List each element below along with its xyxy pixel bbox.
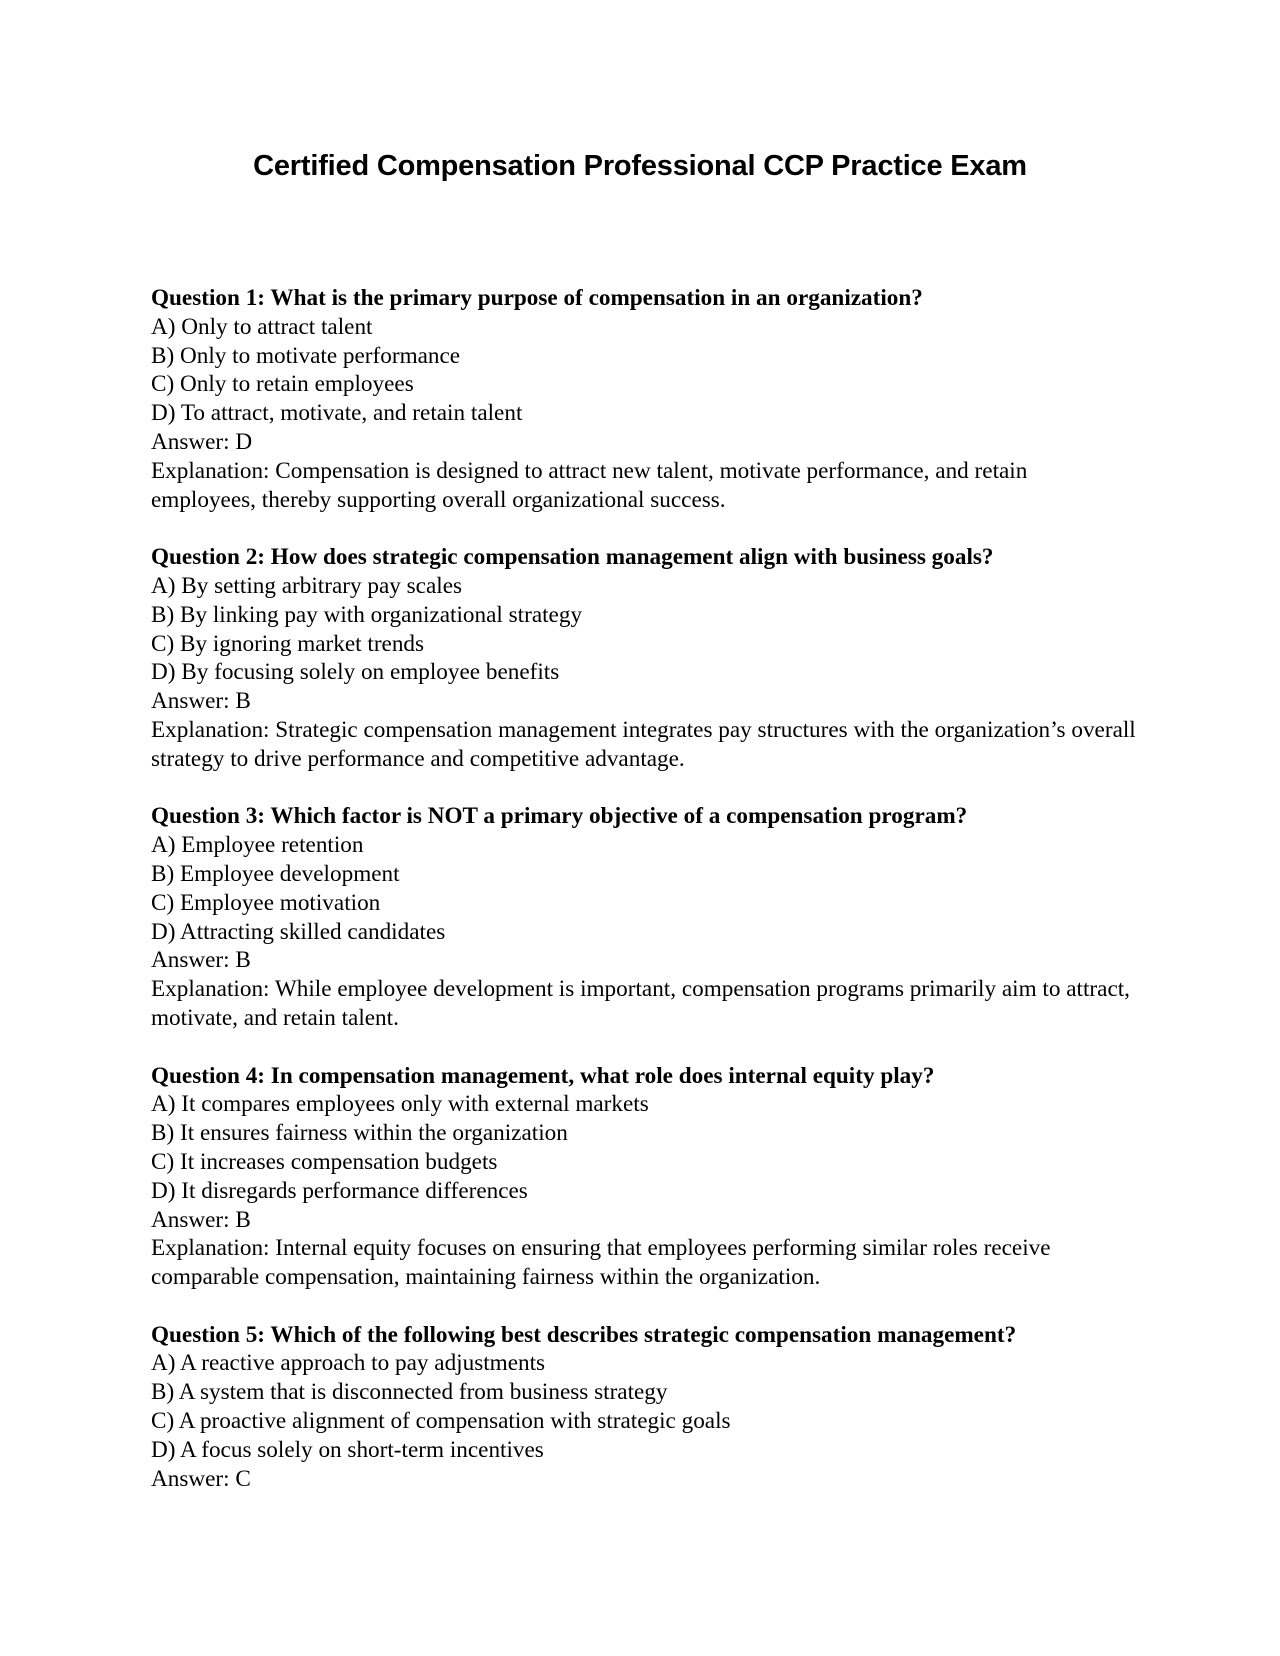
option-c: C) By ignoring market trends — [151, 630, 425, 657]
option-a: A) It compares employees only with external markets — [151, 1091, 649, 1118]
option-a: A) By setting arbitrary pay scales — [151, 572, 463, 599]
explanation: Explanation: While employee development is important, compensation programs primarily aim to attract, motivate, and retain talent. — [151, 976, 1130, 1031]
option-d: D) A focus solely on short-term incentives — [151, 1436, 544, 1463]
explanation: Explanation: Compensation is designed to attract new talent, motivate performance, and retain employees, thereby supporting overall organizational success. — [151, 457, 1028, 513]
question-2 — [151, 543, 1136, 773]
option-d: D) Attracting skilled candidates — [151, 918, 446, 945]
option-d: D) To attract, motivate, and retain talent — [151, 400, 523, 427]
question-3 — [151, 802, 1136, 1032]
option-d: D) By focusing solely on employee benefits — [151, 659, 560, 686]
option-b: B) By linking pay with organizational strategy — [151, 601, 583, 628]
option-c: C) Only to retain employees — [151, 371, 414, 398]
question-heading: Question 5: Which of the following best describes strategic compensation management? — [151, 1321, 1017, 1348]
page-title: Certified Compensation Professional CCP Practice Exam — [253, 150, 1027, 182]
option-a: A) A reactive approach to pay adjustments — [151, 1350, 546, 1377]
option-b: B) It ensures fairness within the organization — [151, 1120, 568, 1147]
question-heading: Question 2: How does strategic compensation management align with business goals? — [151, 544, 994, 571]
answer: Answer: C — [151, 1465, 251, 1492]
explanation: Explanation: Strategic compensation management integrates pay structures with the organization’s overall strategy to drive performance and competitive advantage. — [151, 716, 1136, 772]
option-b: B) Only to motivate performance — [151, 342, 461, 369]
option-a: A) Only to attract talent — [151, 313, 373, 340]
question-1 — [151, 284, 1136, 514]
option-c: C) Employee motivation — [151, 889, 381, 916]
question-heading: Question 3: Which factor is NOT a primary objective of a compensation program? — [151, 803, 968, 830]
question-list — [151, 284, 1136, 1522]
answer: Answer: B — [151, 688, 251, 715]
option-b: B) A system that is disconnected from business strategy — [151, 1379, 668, 1406]
question-5 — [151, 1321, 1136, 1494]
option-a: A) Employee retention — [151, 832, 364, 859]
option-d: D) It disregards performance differences — [151, 1177, 528, 1204]
option-c: C) It increases compensation budgets — [151, 1148, 498, 1175]
answer: Answer: B — [151, 947, 251, 974]
question-heading: Question 4: In compensation management, what role does internal equity play? — [151, 1062, 935, 1089]
answer: Answer: D — [151, 428, 253, 455]
question-4 — [151, 1062, 1136, 1292]
answer: Answer: B — [151, 1206, 251, 1233]
option-b: B) Employee development — [151, 860, 400, 887]
option-c: C) A proactive alignment of compensation with strategic goals — [151, 1408, 731, 1435]
question-heading: Question 1: What is the primary purpose of compensation in an organization? — [151, 285, 923, 311]
explanation: Explanation: Internal equity focuses on ensuring that employees performing similar roles receive comparable compensation, maintaining fairness within the organization. — [151, 1235, 1051, 1291]
